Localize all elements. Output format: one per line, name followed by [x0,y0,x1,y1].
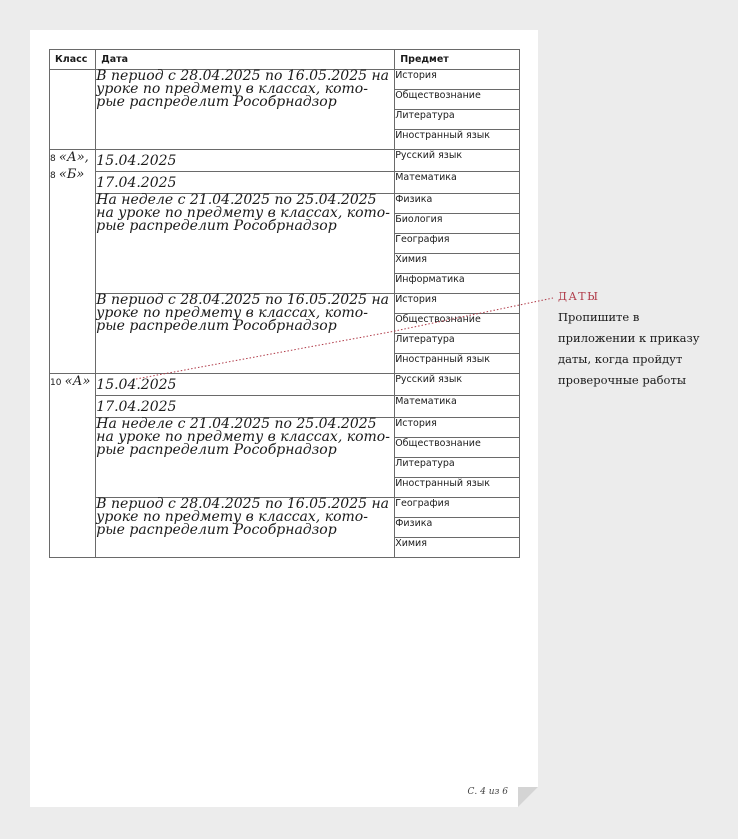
class-number: 10 [50,378,62,388]
date-cell: На неделе с 21.04.2025 по 25.04.2025 на уроке по предмету в классах, кото-рые распределит Рособрнадзор [96,194,395,294]
side-note [558,290,718,391]
table-row [50,150,520,172]
subject-cell: История [395,294,520,314]
header-subject: Предмет [395,50,520,70]
table-row [50,498,520,518]
table-row [50,294,520,314]
date-cell: 17.04.2025 [96,172,395,194]
subject-cell: Литература [395,334,520,354]
schedule-table [49,49,520,558]
subject-cell: Биология [395,214,520,234]
subject-cell: Литература [395,458,520,478]
table-row [50,418,520,438]
date-cell: 15.04.2025 [96,150,395,172]
subject-cell: Обществознание [395,90,520,110]
subject-cell: Химия [395,254,520,274]
class-letter: «Б» [58,167,85,182]
table-row [50,194,520,214]
class-letter: «А» [64,374,91,389]
subject-cell: География [395,498,520,518]
class-number: 8 [50,154,56,164]
date-cell: На неделе с 21.04.2025 по 25.04.2025 на уроке по предмету в классах, кото-рые распределит Рособрнадзор [96,418,395,498]
subject-cell: Математика [395,172,520,194]
date-cell: 15.04.2025 [96,374,395,396]
header-class: Класс [50,50,96,70]
table-row [50,374,520,396]
date-cell: В период с 28.04.2025 по 16.05.2025 на уроке по предмету в классах, кото-рые распределит Рособрнадзор [96,294,395,374]
class-letter: «А», [58,150,89,165]
table-header-row [50,50,520,70]
subject-cell: Иностранный язык [395,478,520,498]
class-cell-empty [50,70,96,150]
subject-cell: Русский язык [395,150,520,172]
subject-cell: Обществознание [395,438,520,458]
subject-cell: География [395,234,520,254]
table-row [50,70,520,90]
subject-cell: Физика [395,518,520,538]
date-cell: В период с 28.04.2025 по 16.05.2025 на уроке по предмету в классах, кото-рые распределит Рособрнадзор [96,498,395,558]
subject-cell: Литература [395,110,520,130]
date-cell: В период с 28.04.2025 по 16.05.2025 на уроке по предмету в классах, кото-рые распределит Рособрнадзор [96,70,395,150]
table-row [50,396,520,418]
side-note-text: Пропишите в приложении к приказу даты, когда пройдут проверочные работы [558,310,700,387]
side-note-title: ДАТЫ [558,290,600,303]
subject-cell: Русский язык [395,374,520,396]
class-number: 8 [50,171,56,181]
date-cell: 17.04.2025 [96,396,395,418]
header-date: Дата [96,50,395,70]
table-row [50,172,520,194]
class-cell-10 [50,374,96,558]
document-page [30,30,538,807]
page-corner-fold [518,787,538,807]
page-number: С. 4 из 6 [467,787,508,797]
subject-cell: Иностранный язык [395,354,520,374]
subject-cell: История [395,70,520,90]
subject-cell: Математика [395,396,520,418]
subject-cell: Обществознание [395,314,520,334]
subject-cell: Физика [395,194,520,214]
subject-cell: Химия [395,538,520,558]
subject-cell: История [395,418,520,438]
class-cell-8 [50,150,96,374]
subject-cell: Информатика [395,274,520,294]
subject-cell: Иностранный язык [395,130,520,150]
